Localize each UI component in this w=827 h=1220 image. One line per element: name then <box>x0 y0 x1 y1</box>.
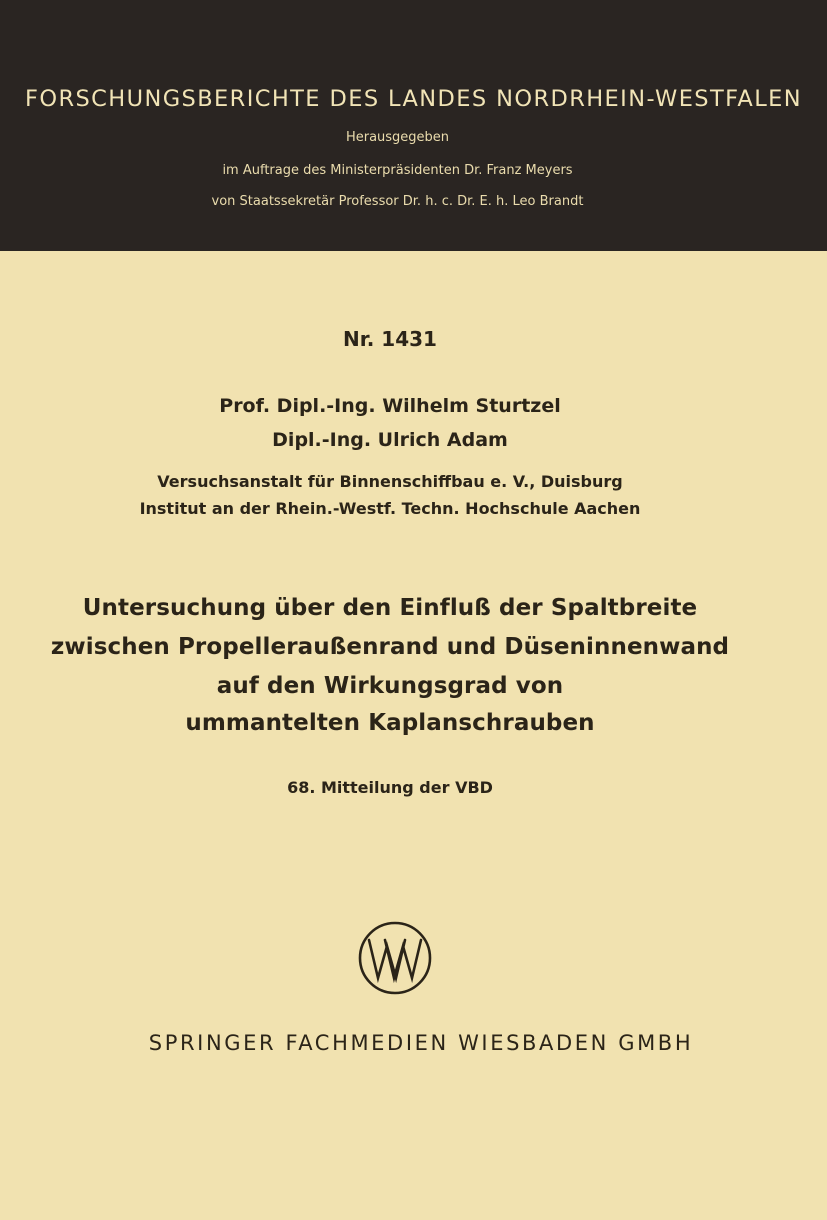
subtitle: 68. Mitteilung der VBD <box>287 778 493 797</box>
title-line-4: ummantelten Kaplanschrauben <box>185 710 595 736</box>
publisher-name: SPRINGER FACHMEDIEN WIESBADEN GMBH <box>148 1031 694 1055</box>
author-2: Dipl.-Ing. Ulrich Adam <box>272 429 508 451</box>
series-title: FORSCHUNGSBERICHTE DES LANDES NORDRHEIN-WESTFALEN <box>25 86 802 112</box>
institution-2: Institut an der Rhein.-Westf. Techn. Hochschule Aachen <box>139 499 641 518</box>
editor-line-staatssekretaer: von Staatssekretär Professor Dr. h. c. Dr. E. h. Leo Brandt <box>211 194 584 209</box>
institution-1: Versuchsanstalt für Binnenschiffbau e. V., Duisburg <box>157 472 623 491</box>
report-number: Nr. 1431 <box>343 327 437 351</box>
editor-line-herausgegeben: Herausgegeben <box>345 130 450 145</box>
publisher-ww-logo-icon <box>357 920 433 996</box>
title-line-1: Untersuchung über den Einfluß der Spaltbreite <box>82 595 698 621</box>
header-band <box>0 0 827 251</box>
title-line-2: zwischen Propelleraußenrand und Düseninnenwand <box>50 634 730 660</box>
author-1: Prof. Dipl.-Ing. Wilhelm Sturtzel <box>219 395 561 417</box>
title-line-3: auf den Wirkungsgrad von <box>216 673 564 699</box>
editor-line-auftrag: im Auftrage des Ministerpräsidenten Dr. Franz Meyers <box>222 163 573 178</box>
